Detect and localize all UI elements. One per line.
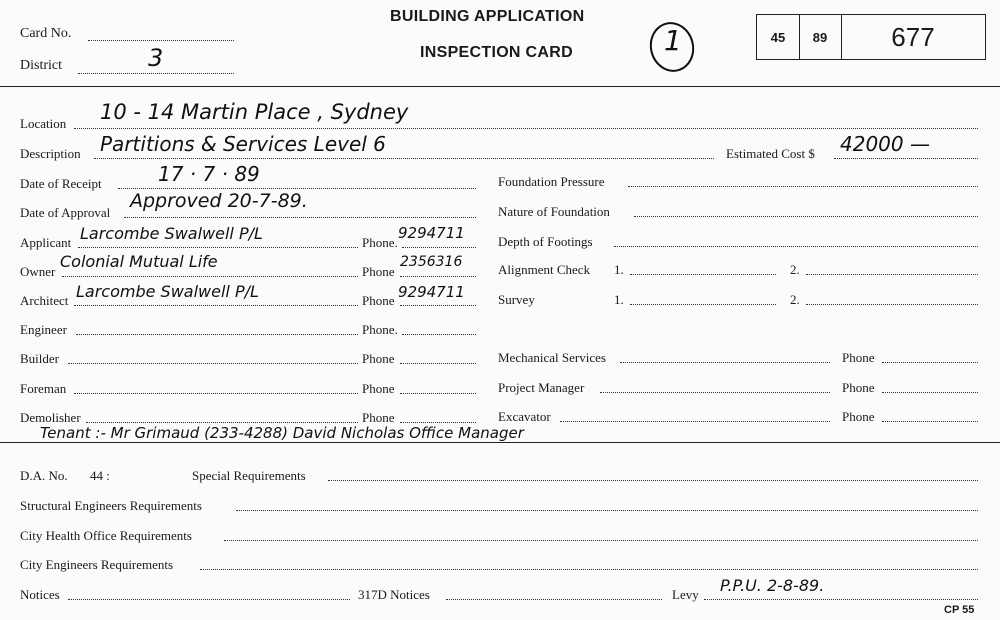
builder-label: Builder <box>20 351 59 366</box>
special-requirements-line <box>328 480 978 481</box>
ref-b-cell <box>799 15 842 59</box>
card-number-cell <box>841 15 985 59</box>
date-approval-value: Approved 20-7-89. <box>130 190 308 212</box>
mechanical-label: Mechanical Services <box>498 350 606 365</box>
excavator-line <box>560 421 830 422</box>
date-receipt-value: 17 · 7 · 89 <box>158 162 260 186</box>
architect-value: Larcombe Swalwell P/L <box>76 282 259 301</box>
ref-b: 89 <box>812 29 828 45</box>
structural-label: Structural Engineers Requirements <box>20 498 202 513</box>
date-receipt-line <box>118 188 476 189</box>
owner-phone-label: Phone <box>362 264 395 279</box>
location-label: Location <box>20 116 67 131</box>
owner-line <box>62 276 358 277</box>
location-value: 10 - 14 Martin Place , Sydney <box>100 100 409 124</box>
levy-value: P.P.U. 2-8-89. <box>720 576 825 595</box>
engineer-phone-label: Phone. <box>362 322 398 337</box>
foundation-pressure-label: Foundation Pressure <box>498 174 605 189</box>
description-line <box>94 158 714 159</box>
card-no-label: Card No. <box>20 26 72 41</box>
builder-phone-label: Phone <box>362 351 395 366</box>
ref-a-cell <box>757 15 800 59</box>
excavator-phone-label: Phone <box>842 409 875 424</box>
location-line <box>74 128 978 129</box>
demolisher-phone-label: Phone <box>362 410 395 425</box>
architect-phone: 9294711 <box>398 283 465 301</box>
description-label: Description <box>20 146 81 161</box>
depth-footings-label: Depth of Footings <box>498 234 593 249</box>
mechanical-line <box>620 362 830 363</box>
survey-num-2: 2. <box>790 292 800 307</box>
district-value: 3 <box>148 44 164 72</box>
alignment-num-2: 2. <box>790 262 800 277</box>
applicant-phone-label: Phone. <box>362 235 398 250</box>
city-health-label: City Health Office Requirements <box>20 528 192 543</box>
estimated-cost-line <box>834 158 978 159</box>
estimated-cost-label: Estimated Cost $ <box>726 146 815 161</box>
survey-num-1: 1. <box>614 292 624 307</box>
date-receipt-label: Date of Receipt <box>20 176 102 191</box>
mechanical-phone-line <box>882 362 978 363</box>
da-label: D.A. No. <box>20 468 68 483</box>
date-approval-label: Date of Approval <box>20 205 111 220</box>
notices-label: Notices <box>20 587 60 602</box>
notices-line <box>68 599 350 600</box>
notices-317d-line <box>446 599 662 600</box>
district-label: District <box>20 58 62 73</box>
builder-phone-line <box>400 363 476 364</box>
excavator-phone-line <box>882 421 978 422</box>
architect-line <box>74 305 358 306</box>
survey-line-1 <box>630 304 776 305</box>
levy-label: Levy <box>672 587 699 602</box>
form-code: CP 55 <box>944 604 975 616</box>
city-health-line <box>224 540 978 541</box>
applicant-label: Applicant <box>20 235 72 250</box>
foreman-line <box>74 393 358 394</box>
card-number-box <box>756 14 986 60</box>
foreman-phone-line <box>400 393 476 394</box>
district-line <box>78 73 234 74</box>
estimated-cost-value: 42000 — <box>840 132 930 156</box>
owner-phone: 2356316 <box>400 254 463 270</box>
engineer-line <box>76 334 358 335</box>
architect-label: Architect <box>20 293 69 308</box>
project-manager-line <box>600 392 830 393</box>
demolisher-label: Demolisher <box>20 410 81 425</box>
notices-317d-label: 317D Notices <box>358 587 430 602</box>
card-no-line <box>88 40 234 41</box>
header-rule <box>0 86 1000 87</box>
survey-label: Survey <box>498 292 535 307</box>
title-line-2: INSPECTION CARD <box>420 44 573 61</box>
alignment-line-1 <box>630 274 776 275</box>
applicant-phone: 9294711 <box>398 224 465 242</box>
foundation-pressure-line <box>628 186 978 187</box>
alignment-num-1: 1. <box>614 262 624 277</box>
applicant-value: Larcombe Swalwell P/L <box>80 224 263 243</box>
city-engineers-label: City Engineers Requirements <box>20 557 174 572</box>
alignment-label: Alignment Check <box>498 262 591 277</box>
tenant-note: Tenant :- Mr Grimaud (233-4288) David Nicholas Office Manager <box>40 424 524 442</box>
project-manager-label: Project Manager <box>498 380 585 395</box>
owner-phone-line <box>400 276 476 277</box>
applicant-phone-line <box>402 247 476 248</box>
special-requirements-label: Special Requirements <box>192 468 306 483</box>
depth-footings-line <box>614 246 978 247</box>
description-value: Partitions & Services Level 6 <box>100 132 386 156</box>
applicant-line <box>78 247 358 248</box>
date-approval-line <box>124 217 476 218</box>
engineer-label: Engineer <box>20 322 67 337</box>
ref-a: 45 <box>770 29 786 45</box>
circled-number: 1 <box>664 24 682 57</box>
demolisher-line <box>86 422 358 423</box>
city-engineers-line <box>200 569 978 570</box>
owner-value: Colonial Mutual Life <box>60 252 218 271</box>
owner-label: Owner <box>20 264 56 279</box>
title-line-1: BUILDING APPLICATION <box>390 8 585 25</box>
project-manager-phone-label: Phone <box>842 380 875 395</box>
excavator-label: Excavator <box>498 409 551 424</box>
demolisher-phone-line <box>400 422 476 423</box>
architect-phone-label: Phone <box>362 293 395 308</box>
survey-line-2 <box>806 304 978 305</box>
alignment-line-2 <box>806 274 978 275</box>
mechanical-phone-label: Phone <box>842 350 875 365</box>
architect-phone-line <box>400 305 476 306</box>
card-number: 677 <box>891 21 935 52</box>
project-manager-phone-line <box>882 392 978 393</box>
levy-line <box>704 599 978 600</box>
section-rule <box>0 442 1000 443</box>
builder-line <box>68 363 358 364</box>
structural-line <box>236 510 978 511</box>
foreman-phone-label: Phone <box>362 381 395 396</box>
nature-foundation-line <box>634 216 978 217</box>
engineer-phone-line <box>402 334 476 335</box>
nature-foundation-label: Nature of Foundation <box>498 204 610 219</box>
foreman-label: Foreman <box>20 381 67 396</box>
da-value: 44 : <box>90 468 110 483</box>
